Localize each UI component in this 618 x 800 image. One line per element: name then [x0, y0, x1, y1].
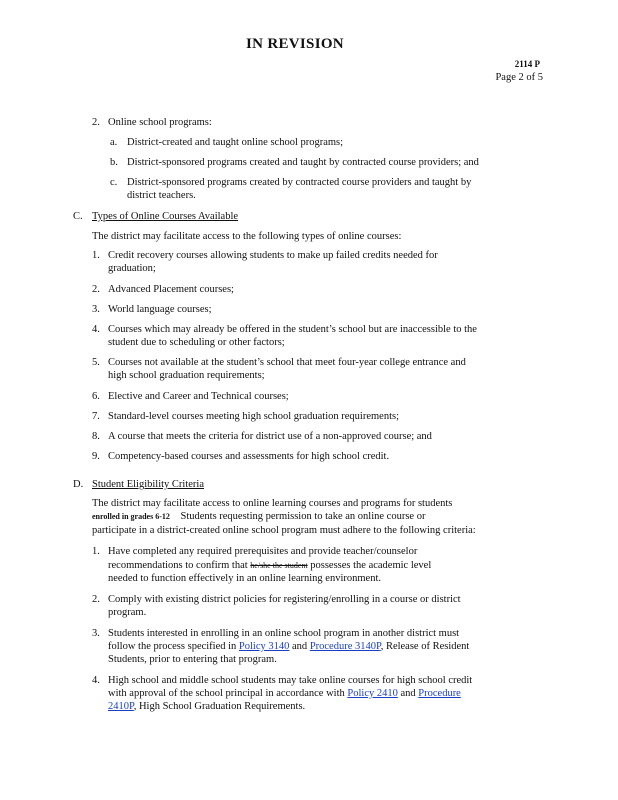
list-item-text: graduation; [108, 263, 156, 274]
struck-text: he/she the student [250, 561, 308, 570]
sub-item-text: District-sponsored programs created and taught by contracted course providers; and [127, 157, 479, 168]
section-heading: Types of Online Courses Available [92, 211, 239, 222]
page-title: IN REVISION [246, 36, 344, 52]
list-number: 7. [92, 411, 100, 422]
list-item-text: Standard-level courses meeting high school graduation requirements; [108, 411, 400, 422]
list-number: 4. [92, 675, 100, 686]
procedure-2410p-link-cont[interactable]: 2410P [108, 701, 134, 712]
sub-letter: c. [110, 177, 118, 188]
list-item-text: student due to scheduling or other factors; [108, 337, 285, 348]
page-number: Page 2 of 5 [495, 72, 543, 83]
list-item-text: Elective and Career and Technical courses; [108, 391, 289, 402]
policy-2410-link[interactable]: Policy 2410 [347, 688, 398, 699]
text-segment: recommendations to confirm that [108, 560, 248, 571]
sub-item-text: district teachers. [127, 190, 196, 201]
text-segment: possesses the academic level [310, 560, 432, 571]
section-intro: participate in a district-created online school program must adhere to the following criteria: [92, 525, 476, 536]
policy-code: 2114 P [514, 59, 540, 69]
text-segment: and [400, 688, 416, 699]
list-number: 1. [92, 250, 100, 261]
list-item-text: Credit recovery courses allowing students to make up failed credits needed for [108, 250, 438, 261]
section-intro: The district may facilitate access to the following types of online courses: [92, 231, 402, 242]
list-item-text: Students interested in enrolling in an online school program in another district must [108, 628, 460, 639]
section-intro: The district may facilitate access to online learning courses and programs for students [92, 498, 453, 509]
section-heading: Student Eligibility Criteria [92, 479, 204, 490]
procedure-2410p-link[interactable]: Procedure [418, 688, 461, 699]
policy-3140-link[interactable]: Policy 3140 [238, 641, 290, 652]
sub-letter: a. [110, 137, 118, 148]
section-letter: D. [73, 479, 84, 490]
list-number: 2. [92, 117, 100, 128]
section-letter: C. [73, 211, 83, 222]
list-number: 2. [92, 284, 100, 295]
list-item-text: Courses not available at the student’s school that meet four-year college entrance and [108, 357, 466, 368]
list-item-text: Competency-based courses and assessments for high school credit. [108, 451, 390, 462]
sub-letter: b. [110, 157, 118, 168]
list-item-text: Online school programs: [108, 117, 212, 128]
list-number: 3. [92, 304, 100, 315]
list-item-text: high school graduation requirements; [108, 370, 265, 381]
section-intro [92, 510, 425, 523]
list-item-text [108, 700, 305, 713]
text-segment: and [292, 641, 308, 652]
list-number: 3. [92, 628, 100, 639]
intro-text: Students requesting permission to take an online course or [180, 511, 426, 522]
text-segment: follow the process specified in [108, 641, 237, 652]
list-number: 5. [92, 357, 100, 368]
list-item-text: program. [108, 607, 147, 618]
sub-item-text: District-sponsored programs created by contracted course providers and taught by [127, 177, 472, 188]
list-item-text [108, 640, 469, 653]
procedure-3140p-link[interactable]: Procedure 3140P [309, 641, 381, 652]
list-number: 6. [92, 391, 100, 402]
list-item-text: World language courses; [108, 304, 212, 315]
list-item-text: Comply with existing district policies for registering/enrolling in a course or district [108, 594, 461, 605]
sub-item-text: District-created and taught online school programs; [127, 137, 344, 148]
grades-text: enrolled in grades 6-12 [92, 512, 170, 521]
list-item-text [108, 687, 461, 700]
list-number: 2. [92, 594, 100, 605]
text-segment: , High School Graduation Requirements. [133, 701, 306, 712]
text-segment: , Release of Resident [380, 641, 470, 652]
list-item-text: A course that meets the criteria for district use of a non-approved course; and [108, 431, 432, 442]
list-item-text: Advanced Placement courses; [108, 284, 234, 295]
list-number: 9. [92, 451, 100, 462]
list-item-text: needed to function effectively in an online learning environment. [108, 573, 382, 584]
list-item-text: Students, prior to entering that program. [108, 654, 277, 665]
list-number: 1. [92, 546, 100, 557]
list-item-text: High school and middle school students may take online courses for high school credit [108, 675, 473, 686]
list-item-text: Courses which may already be offered in the student’s school but are inaccessible to the [108, 324, 477, 335]
list-number: 4. [92, 324, 100, 335]
list-item-text [108, 559, 431, 572]
list-number: 8. [92, 431, 100, 442]
list-item-text: Have completed any required prerequisites and provide teacher/counselor [108, 546, 418, 557]
text-segment: with approval of the school principal in accordance with [108, 688, 345, 699]
